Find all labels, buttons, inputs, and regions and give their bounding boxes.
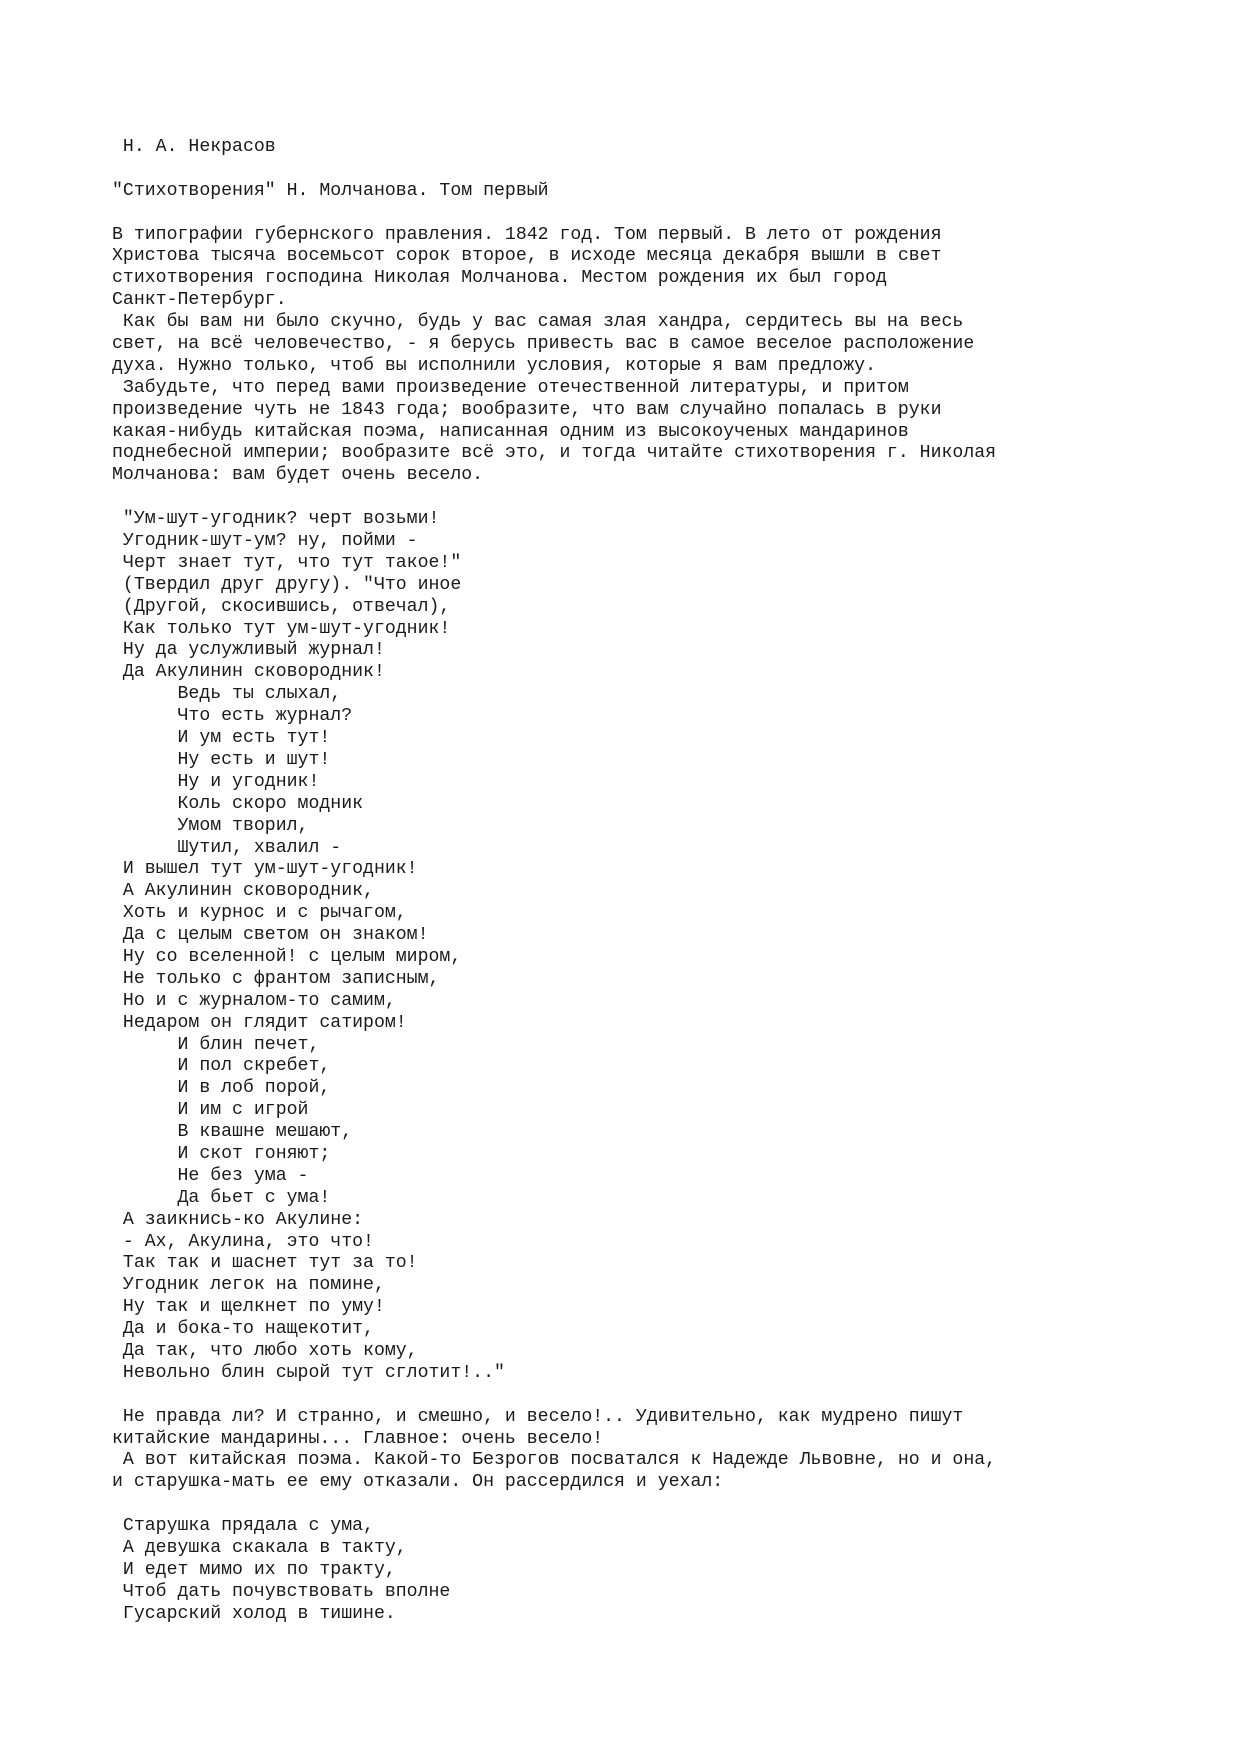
text-line: Не правда ли? И странно, и смешно, и весело!.. Удивительно, как мудрено пишут [112, 1406, 964, 1427]
text-line: Да Акулинин сковородник! [112, 662, 385, 683]
text-line: стихотворения господина Николая Молчанова. Местом рождения их был город [112, 268, 887, 289]
text-line: произведение чуть не 1843 года; вообразите, что вам случайно попалась в руки [112, 399, 942, 420]
text-line: Коль скоро модник [112, 793, 364, 814]
text-line: И им с игрой [112, 1100, 309, 1121]
text-line: Хоть и курнос и с рычагом, [112, 903, 407, 924]
text-line: Так так и шаснет тут за то! [112, 1253, 418, 1274]
text-line: В типографии губернского правления. 1842 год. Том первый. В лето от рождения [112, 224, 942, 245]
text-line: И пол скребет, [112, 1056, 331, 1077]
text-line: Христова тысяча восемьсот сорок второе, в исходе месяца декабря вышли в свет [112, 246, 942, 267]
text-line [112, 1385, 1222, 1407]
text-line: какая-нибудь китайская поэма, написанная одним из высокоученых мандаринов [112, 421, 909, 442]
text-line: духа. Нужно только, чтоб вы исполнили условия, которые я вам предложу. [112, 355, 876, 376]
text-line: И блин печет, [112, 1034, 320, 1055]
text-line: И в лоб порой, [112, 1078, 331, 1099]
author-line: Н. А. Некрасов [112, 137, 276, 157]
text-line: А заикнись-ко Акулине: [112, 1209, 364, 1230]
text-line: И вышел тут ум-шут-угодник! [112, 859, 418, 880]
text-line: Что есть журнал? [112, 706, 353, 727]
text-line: поднебесной империи; вообразите всё это, и тогда читайте стихотворения г. Николая [112, 443, 997, 464]
text-line: И едет мимо их по тракту, [112, 1559, 396, 1580]
text-line: А девушка скакала в такту, [112, 1538, 407, 1558]
document-page [112, 137, 1222, 1626]
text-line: Санкт-Петербург. [112, 290, 287, 311]
text-line: Да так, что любо хоть кому, [112, 1340, 418, 1361]
text-line: Умом творил, [112, 815, 309, 836]
text-line: (Другой, скосившись, отвечал), [112, 596, 451, 617]
text-line: Забудьте, что перед вами произведение отечественной литературы, и притом [112, 377, 909, 398]
document-title: "Стихотворения" Н. Молчанова. Том первый [112, 180, 549, 201]
text-line: Ну так и щелкнет по уму! [112, 1297, 385, 1318]
text-line: Старушка прядала с ума, [112, 1516, 374, 1537]
text-line: Гусарский холод в тишине. [112, 1603, 396, 1624]
text-line: Черт знает тут, что тут такое!" [112, 552, 462, 573]
text-line: (Твердил друг другу). "Что иное [112, 574, 462, 595]
text-line: Ведь ты слыхал, [112, 684, 342, 705]
text-line [112, 1494, 1222, 1516]
text-line: И скот гоняют; [112, 1143, 331, 1164]
text-line: Не без ума - [112, 1165, 309, 1186]
text-line: Как только тут ум-шут-угодник! [112, 618, 451, 639]
text-line: "Ум-шут-угодник? черт возьми! [112, 509, 440, 530]
text-line: Шутил, хвалил - [112, 837, 342, 858]
text-line: И ум есть тут! [112, 728, 331, 749]
text-line: Как бы вам ни было скучно, будь у вас самая злая хандра, сердитесь вы на весь [112, 312, 964, 333]
text-line: Угодник-шут-ум? ну, пойми - [112, 531, 418, 552]
text-line: Ну да услужливый журнал! [112, 640, 385, 661]
text-line [112, 487, 1222, 509]
text-line: Ну и угодник! [112, 771, 320, 792]
text-line: и старушка-мать ее ему отказали. Он рассердился и уехал: [112, 1472, 724, 1493]
text-line: В квашне мешают, [112, 1122, 353, 1143]
text-line: Невольно блин сырой тут сглотит!.." [112, 1362, 505, 1383]
text-line: Чтоб дать почувствовать вполне [112, 1581, 451, 1602]
text-line: - Ах, Акулина, это что! [112, 1231, 374, 1252]
text-line: Недаром он глядит сатиром! [112, 1012, 407, 1033]
text-line: А Акулинин сковородник, [112, 881, 374, 902]
text-line: Ну со вселенной! с целым миром, [112, 946, 462, 967]
text-line [112, 159, 1222, 181]
text-line: Ну есть и шут! [112, 749, 331, 770]
text-line: Не только с франтом записным, [112, 968, 440, 989]
text-line [112, 203, 1222, 225]
text-line: Да бьет с ума! [112, 1187, 331, 1208]
text-line: свет, на всё человечество, - я берусь привесть вас в самое веселое расположение [112, 334, 975, 355]
text-line: Да и бока-то нащекотит, [112, 1319, 374, 1340]
text-line: Угодник легок на помине, [112, 1275, 385, 1296]
text-line: Молчанова: вам будет очень весело. [112, 465, 484, 486]
text-line: Но и с журналом-то самим, [112, 990, 396, 1011]
text-line: А вот китайская поэма. Какой-то Безрогов посватался к Надежде Львовне, но и она, [112, 1450, 997, 1471]
text-line: Да с целым светом он знаком! [112, 925, 429, 946]
text-line: китайские мандарины... Главное: очень весело! [112, 1428, 604, 1449]
